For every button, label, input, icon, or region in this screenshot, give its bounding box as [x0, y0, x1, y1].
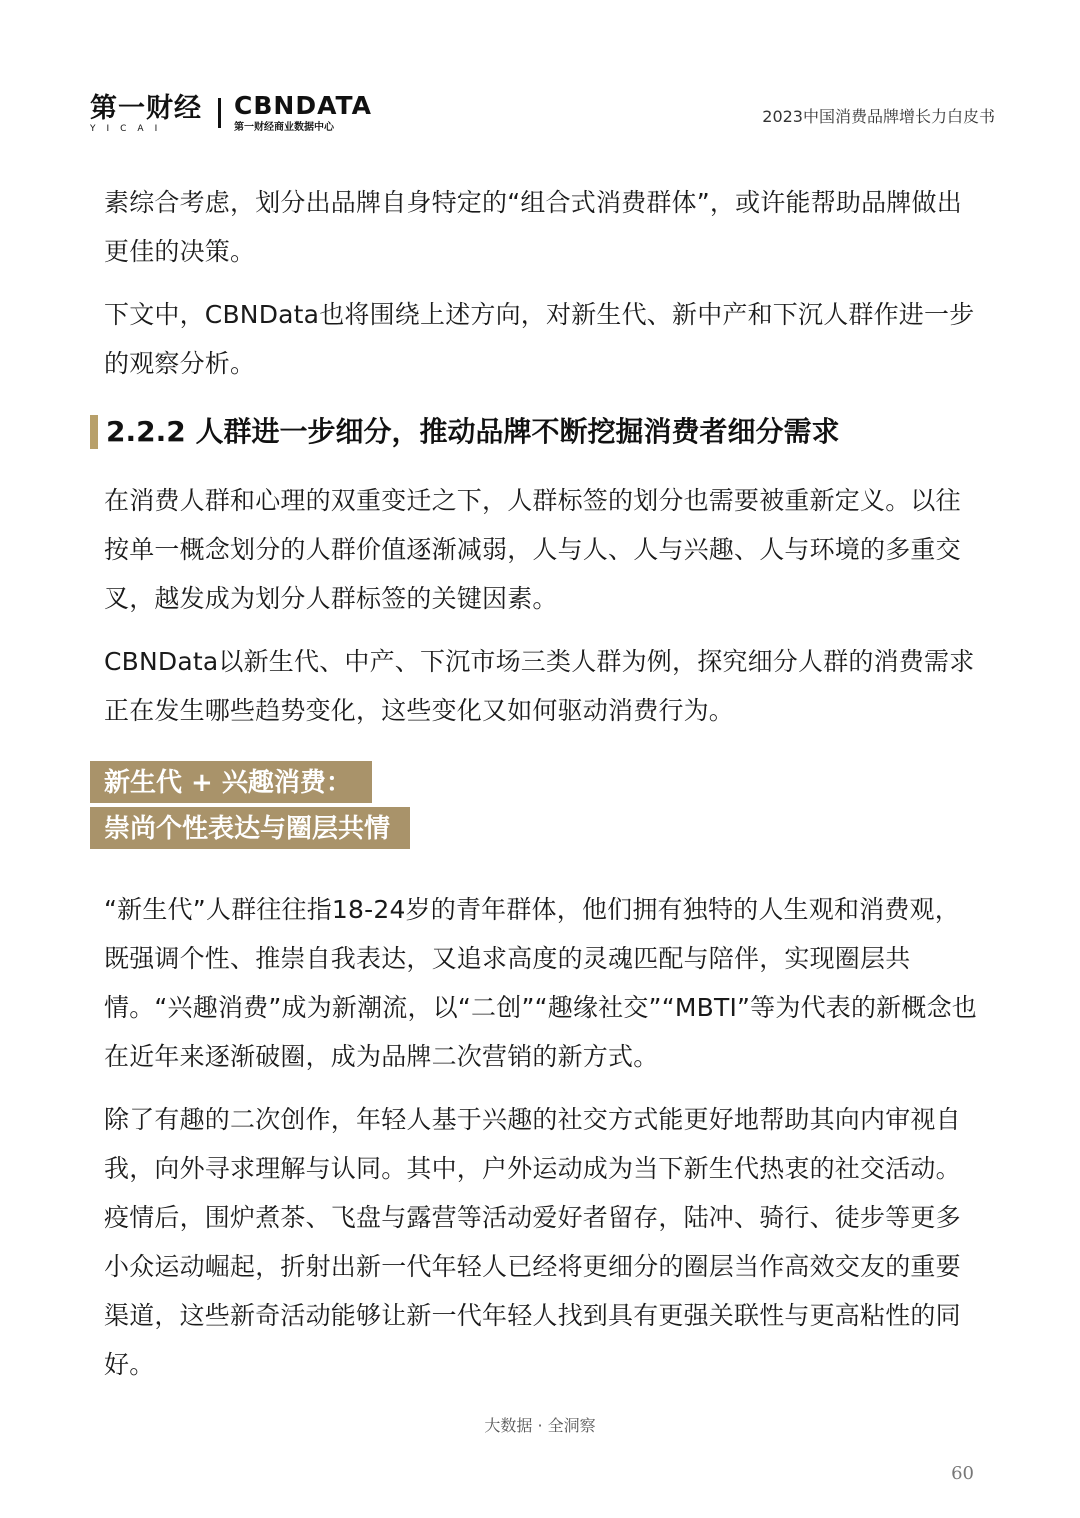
yicai-logo — [90, 94, 208, 134]
cbndata-logo-text: CBNDATA — [234, 91, 372, 120]
heading-accent-bar — [90, 415, 98, 449]
logo-divider — [218, 98, 221, 128]
page-number: 60 — [951, 1463, 974, 1484]
report-title: 2023中国消费品牌增长力白皮书 — [762, 107, 995, 126]
section-heading-text: 2.2.2 人群进一步细分，推动品牌不断挖掘消费者细分需求 — [106, 415, 840, 448]
paragraph-4: CBNData以新生代、中产、下沉市场三类人群为例，探究细分人群的消费需求正在发生哪些趋势变化，这些变化又如何驱动消费行为。 — [104, 647, 975, 725]
yicai-logo-text: 第一财经 — [90, 93, 202, 124]
topic-tag — [90, 761, 984, 853]
yicai-logo-subtext: YICAI — [90, 124, 169, 134]
cbndata-logo-subtext: 第一财经商业数据中心 — [234, 122, 334, 133]
topic-tag-line-2: 崇尚个性表达与圈层共情 — [90, 807, 410, 849]
paragraph-6: 除了有趣的二次创作，年轻人基于兴趣的社交方式能更好地帮助其向内审视自我，向外寻求理解与认同。其中，户外运动成为当下新生代热衷的社交活动。疫情后，围炉煮茶、飞盘与露营等活动爱好者留存，陆冲、骑行、徒步等更多小众运动崛起，折射出新一代年轻人已经将更细分的圈层当作高效交友的重要渠道，这些新奇活动能够让新一代年轻人找到具有更强关联性与更高粘性的同好。 — [104, 1105, 961, 1379]
cbndata-logo — [234, 92, 374, 134]
paragraph-3: 在消费人群和心理的双重变迁之下，人群标签的划分也需要被重新定义。以往按单一概念划分的人群价值逐渐减弱，人与人、人与兴趣、人与环境的多重交叉，越发成为划分人群标签的关键因素。 — [104, 486, 961, 613]
page-content — [104, 178, 984, 1403]
topic-tag-line-1: 新生代 + 兴趣消费： — [90, 761, 372, 803]
paragraph-5: “新生代”人群往往指18-24岁的青年群体，他们拥有独特的人生观和消费观，既强调个性、推崇自我表达，又追求高度的灵魂匹配与陪伴，实现圈层共情。“兴趣消费”成为新潮流，以“二创”“趣缘社交”“MBTI”等为代表的新概念也在近年来逐渐破圈，成为品牌二次营销的新方式。 — [104, 895, 977, 1071]
paragraph-2: 下文中，CBNData也将围绕上述方向，对新生代、新中产和下沉人群作进一步的观察分析。 — [104, 300, 975, 378]
footer-slogan: 大数据 · 全洞察 — [484, 1416, 596, 1435]
paragraph-1: 素综合考虑，划分出品牌自身特定的“组合式消费群体”，或许能帮助品牌做出更佳的决策。 — [104, 188, 962, 266]
section-heading — [90, 410, 984, 454]
page-header — [90, 92, 995, 138]
